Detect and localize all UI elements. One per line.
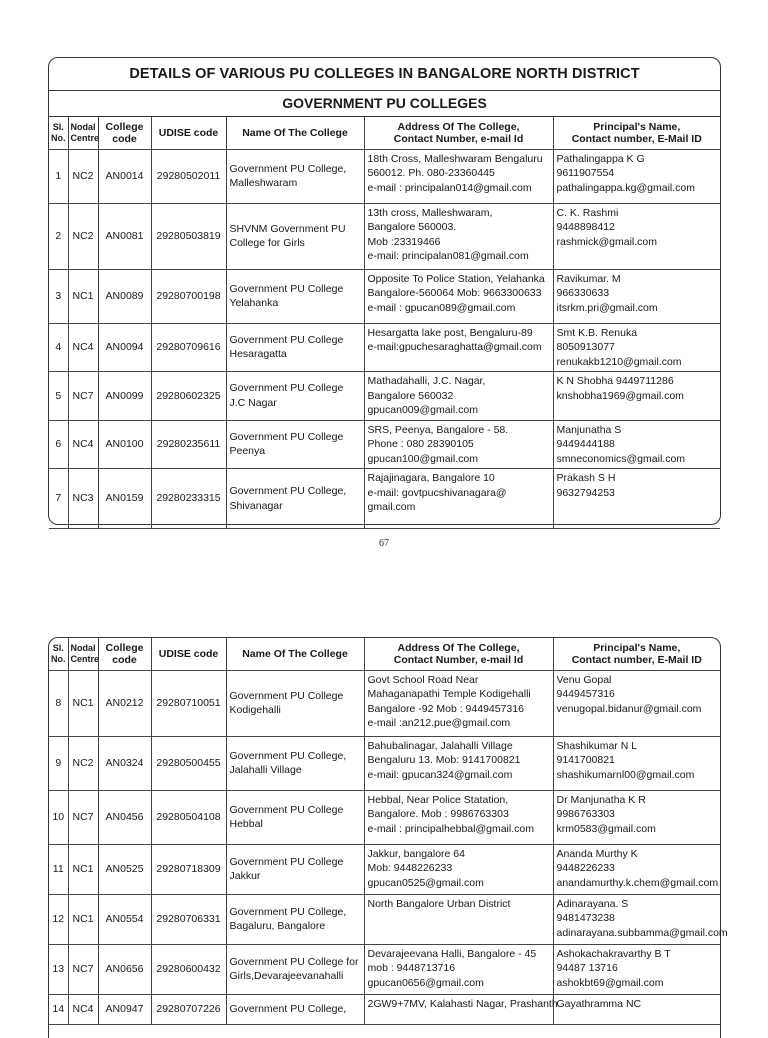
sl-cell: 8 [49,670,68,736]
sl-cell: 9 [49,736,68,790]
udise-cell: 29280233315 [151,469,226,529]
colleges-table-1 [49,117,720,529]
table-row [49,469,720,529]
principal-line: 8050913077 [556,341,615,353]
college-name-cell [226,269,364,323]
address-line: 2GW9+7MV, Kalahasti Nagar, Prashanth [367,997,558,1010]
address-cell [364,894,553,944]
address-cell [364,670,553,736]
principal-line: ashokbt69@gmail.com [556,976,664,989]
udise-cell: 29280503819 [151,203,226,269]
table-header-row [49,638,720,670]
principal-line: 94487 13716 [556,962,618,974]
principal-line: Pathalingappa K G [556,152,645,165]
sl-cell: 5 [49,372,68,421]
nodal-cell: NC7 [68,790,98,844]
table-row [49,736,720,790]
college-name-cell [226,944,364,994]
header-udise: UDISE code [151,117,226,149]
principal-cell [553,149,720,203]
table-panel-1 [48,57,721,525]
address-line: e-mail : principalan014@gmail.com [367,181,532,194]
address-line: Jakkur, bangalore 64 [367,847,465,860]
principal-line: 9449457316 [556,688,615,700]
udise-cell: 29280504108 [151,790,226,844]
table-row [49,844,720,894]
principal-cell [553,469,720,529]
principal-cell [553,372,720,421]
table-row [49,149,720,203]
address-line: gmail.com [367,501,416,513]
address-line: Bahubalinagar, Jalahalli Village [367,739,513,752]
nodal-cell: NC4 [68,323,98,372]
table-row [49,790,720,844]
sl-cell: 14 [49,994,68,1024]
sl-cell: 2 [49,203,68,269]
address-line: SRS, Peenya, Bangalore - 58. [367,423,509,436]
address-line: gpucan0525@gmail.com [367,876,484,889]
table-row [49,420,720,469]
principal-line: Ananda Murthy K [556,847,638,860]
address-cell [364,736,553,790]
udise-cell: 29280700198 [151,269,226,323]
page-number: 67 [379,538,389,549]
table-row [49,372,720,421]
college-name-cell [226,790,364,844]
nodal-cell: NC1 [68,269,98,323]
principal-cell [553,736,720,790]
principal-line: rashmick@gmail.com [556,235,658,248]
principal-line: 9611907554 [556,167,615,179]
principal-line: 9449444188 [556,438,615,450]
nodal-cell: NC3 [68,469,98,529]
address-line: 560012. Ph. 080-23360445 [367,167,495,179]
college-name-cell [226,670,364,736]
address-cell [364,790,553,844]
nodal-cell: NC1 [68,670,98,736]
document-title: DETAILS OF VARIOUS PU COLLEGES IN BANGALORE NORTH DISTRICT [49,58,720,91]
college-name-line: SHVNM Government PU [229,222,346,235]
nodal-cell: NC4 [68,994,98,1024]
college-name-cell [226,469,364,529]
address-line: 13th cross, Malleshwaram, [367,206,493,219]
principal-line: anandamurthy.k.chem@gmail.com [556,876,719,889]
table-row [49,994,720,1024]
table-panel-2 [48,637,728,1038]
college-name-line: Government PU College [229,855,344,868]
address-cell [364,420,553,469]
table-header-row [49,117,720,149]
address-cell [364,944,553,994]
udise-cell: 29280707226 [151,994,226,1024]
principal-line: Dr Manjunatha K R [556,793,646,806]
address-line: Bangalore-560064 Mob: 9663300633 [367,287,542,299]
principal-line: Smt K.B. Renuka [556,326,638,339]
principal-line: Adinarayana. S [556,897,629,910]
principal-cell [553,894,728,944]
principal-line: 966330633 [556,287,610,299]
college-name-line: Yelahanka [229,297,279,309]
code-cell: AN0081 [98,203,151,269]
code-cell: AN0089 [98,269,151,323]
header-principal: Principal's Name, Contact number, E-Mail ID [553,638,720,670]
college-name-line: Government PU College, [229,485,347,497]
college-name-line: Government PU College [229,282,344,295]
college-name-line: Kodigehalli [229,704,281,716]
college-name-line: Government PU College, [229,162,347,175]
principal-line: 9986763303 [556,808,615,820]
code-cell: AN0159 [98,469,151,529]
header-address: Address Of The College, Contact Number, e-mail Id [364,638,553,670]
principal-line: knshobha1969@gmail.com [556,389,684,402]
college-name-line: Shivanagar [229,499,283,512]
udise-cell: 29280718309 [151,844,226,894]
principal-line: renukakb1210@gmail.com [556,355,682,368]
principal-line: itsrkm.pri@gmail.com [556,301,658,314]
principal-line: Venu Gopal [556,673,612,686]
principal-cell [553,944,720,994]
college-name-line: Government PU College, [229,1002,347,1015]
header-sl: Sl. No. [49,117,68,149]
code-cell: AN0456 [98,790,151,844]
address-line: Opposite To Police Station, Yelahanka [367,272,545,285]
college-name-line: Hesaragatta [229,348,287,361]
college-name-line: College for Girls [229,237,305,249]
colleges-table-2 [49,638,728,1025]
college-name-line: Government PU College for [229,955,359,968]
principal-line: Ravikumar. M [556,272,621,285]
code-cell: AN0099 [98,372,151,421]
principal-line: Gayathramma NC [556,997,642,1010]
college-name-line: Jakkur [229,870,261,882]
college-name-cell [226,149,364,203]
udise-cell: 29280602325 [151,372,226,421]
college-name-line: Government PU College [229,689,344,702]
address-line: Rajajinagara, Bangalore 10 [367,472,495,484]
principal-cell [553,203,720,269]
sl-cell: 13 [49,944,68,994]
code-cell: AN0100 [98,420,151,469]
code-cell: AN0212 [98,670,151,736]
udise-cell: 29280706331 [151,894,226,944]
address-cell [364,149,553,203]
college-name-cell [226,203,364,269]
principal-cell [553,670,720,736]
college-name-line: Peenya [229,445,266,458]
code-cell: AN0554 [98,894,151,944]
sl-cell: 12 [49,894,68,944]
code-cell: AN0094 [98,323,151,372]
address-line: Mathadahalli, J.C. Nagar, [367,375,486,387]
address-line: Hesargatta lake post, Bengaluru-89 [367,326,533,339]
address-line: e-mail : gpucan089@gmail.com [367,301,516,314]
principal-line: Ashokachakravarthy B T [556,947,671,960]
header-name: Name Of The College [226,117,364,149]
address-line: Govt School Road Near [367,673,479,686]
address-line: e-mail :an212.pue@gmail.com [367,717,511,729]
nodal-cell: NC7 [68,372,98,421]
principal-line: 9448226233 [556,862,615,874]
principal-line: Prakash S H [556,472,616,484]
nodal-cell: NC1 [68,894,98,944]
college-name-cell [226,844,364,894]
college-name-line: Girls,Devarajeevanahalli [229,970,344,982]
principal-line: adinarayana.subbamma@gmail.com [556,926,728,939]
code-cell: AN0947 [98,994,151,1024]
table-row [49,894,720,944]
college-name-line: Government PU College [229,382,344,395]
code-cell: AN0014 [98,149,151,203]
college-name-cell [226,736,364,790]
sl-cell: 7 [49,469,68,529]
principal-line: K N Shobha 9449711286 [556,375,674,387]
sl-cell: 11 [49,844,68,894]
udise-cell: 29280600432 [151,944,226,994]
sl-cell: 1 [49,149,68,203]
udise-cell: 29280500455 [151,736,226,790]
principal-line: venugopal.bidanur@gmail.com [556,702,702,715]
address-cell [364,203,553,269]
college-name-line: Malleshwaram [229,177,298,189]
nodal-cell: NC2 [68,736,98,790]
sl-cell: 3 [49,269,68,323]
college-name-line: Bagaluru, Bangalore [229,920,326,932]
address-cell [364,469,553,529]
address-line: Bengaluru 13. Mob: 9141700821 [367,754,521,766]
address-line: Hebbal, Near Police Statation, [367,793,509,806]
principal-line: 9481473238 [556,912,615,924]
header-code: College code [98,638,151,670]
address-line: gpucan100@gmail.com [367,452,478,465]
code-cell: AN0324 [98,736,151,790]
address-cell [364,269,553,323]
principal-line: 9141700821 [556,754,615,766]
address-line: North Bangalore Urban District [367,897,511,910]
table-row [49,944,720,994]
college-name-cell [226,323,364,372]
principal-line: krm0583@gmail.com [556,822,656,835]
college-name-line: Jalahalli Village [229,764,302,776]
header-principal: Principal's Name, Contact number, E-Mail ID [553,117,720,149]
address-cell [364,844,553,894]
address-line: e-mail:gpuchesaraghatta@gmail.com [367,341,542,353]
udise-cell: 29280502011 [151,149,226,203]
address-line: Bangalore. Mob : 9986763303 [367,808,509,820]
code-cell: AN0525 [98,844,151,894]
principal-line: 9448898412 [556,221,615,233]
header-nodal: Nodal Centre [68,638,98,670]
address-line: mob : 9448713716 [367,962,456,974]
principal-cell [553,994,720,1024]
header-address: Address Of The College, Contact Number, e-mail Id [364,117,553,149]
section-title: GOVERNMENT PU COLLEGES [49,91,720,117]
address-line: e-mail : principalhebbal@gmail.com [367,822,534,835]
address-line: Bangalore 560003. [367,221,457,233]
principal-line: C. K. Rashmi [556,206,619,219]
principal-cell [553,790,720,844]
header-code: College code [98,117,151,149]
table-row [49,203,720,269]
header-udise: UDISE code [151,638,226,670]
address-line: Mob: 9448226233 [367,862,453,874]
header-name: Name Of The College [226,638,364,670]
principal-line: pathalingappa.kg@gmail.com [556,181,695,194]
address-cell [364,323,553,372]
address-line: Mahaganapathi Temple Kodigehalli [367,688,531,700]
college-name-line: Government PU College, [229,905,347,918]
udise-cell: 29280710051 [151,670,226,736]
college-name-line: Government PU College [229,430,344,443]
college-name-line: Government PU College [229,803,344,816]
address-line: Bangalore -92 Mob : 9449457316 [367,702,524,715]
college-name-line: Hebbal [229,818,263,830]
principal-line: shashikumarnl00@gmail.com [556,768,695,781]
principal-cell [553,269,720,323]
principal-line: 9632794253 [556,486,615,499]
nodal-cell: NC1 [68,844,98,894]
nodal-cell: NC4 [68,420,98,469]
address-line: e-mail: gpucan324@gmail.com [367,768,513,781]
nodal-cell: NC2 [68,149,98,203]
principal-line: Manjunatha S [556,423,622,436]
address-line: gpucan009@gmail.com [367,404,478,416]
college-name-cell [226,372,364,421]
address-line: e-mail: govtpucshivanagara@ [367,486,507,499]
principal-line: Shashikumar N L [556,739,638,752]
address-line: Bangalore 560032 [367,389,454,402]
table-row [49,323,720,372]
sl-cell: 6 [49,420,68,469]
address-line: 18th Cross, Malleshwaram Bengaluru [367,152,543,165]
address-line: Mob :23319466 [367,235,441,248]
principal-cell [553,420,720,469]
address-line: Devarajeevana Halli, Bangalore - 45 [367,947,537,960]
address-cell [364,994,558,1024]
principal-cell [553,323,720,372]
address-line: Phone : 080 28390105 [367,438,474,450]
table-row [49,670,720,736]
address-line: gpucan0656@gmail.com [367,976,484,989]
nodal-cell: NC7 [68,944,98,994]
college-name-cell [226,894,364,944]
sl-cell: 4 [49,323,68,372]
nodal-cell: NC2 [68,203,98,269]
college-name-line: Government PU College [229,333,344,346]
address-cell [364,372,553,421]
udise-cell: 29280709616 [151,323,226,372]
college-name-line: J.C Nagar [229,396,277,409]
address-line: e-mail: principalan081@gmail.com [367,250,529,262]
college-name-cell [226,994,364,1024]
header-sl: Sl. No. [49,638,68,670]
udise-cell: 29280235611 [151,420,226,469]
sl-cell: 10 [49,790,68,844]
code-cell: AN0656 [98,944,151,994]
table-row [49,269,720,323]
college-name-line: Government PU College, [229,749,347,762]
principal-cell [553,844,720,894]
header-nodal: Nodal Centre [68,117,98,149]
college-name-cell [226,420,364,469]
principal-line: smneconomics@gmail.com [556,452,686,465]
